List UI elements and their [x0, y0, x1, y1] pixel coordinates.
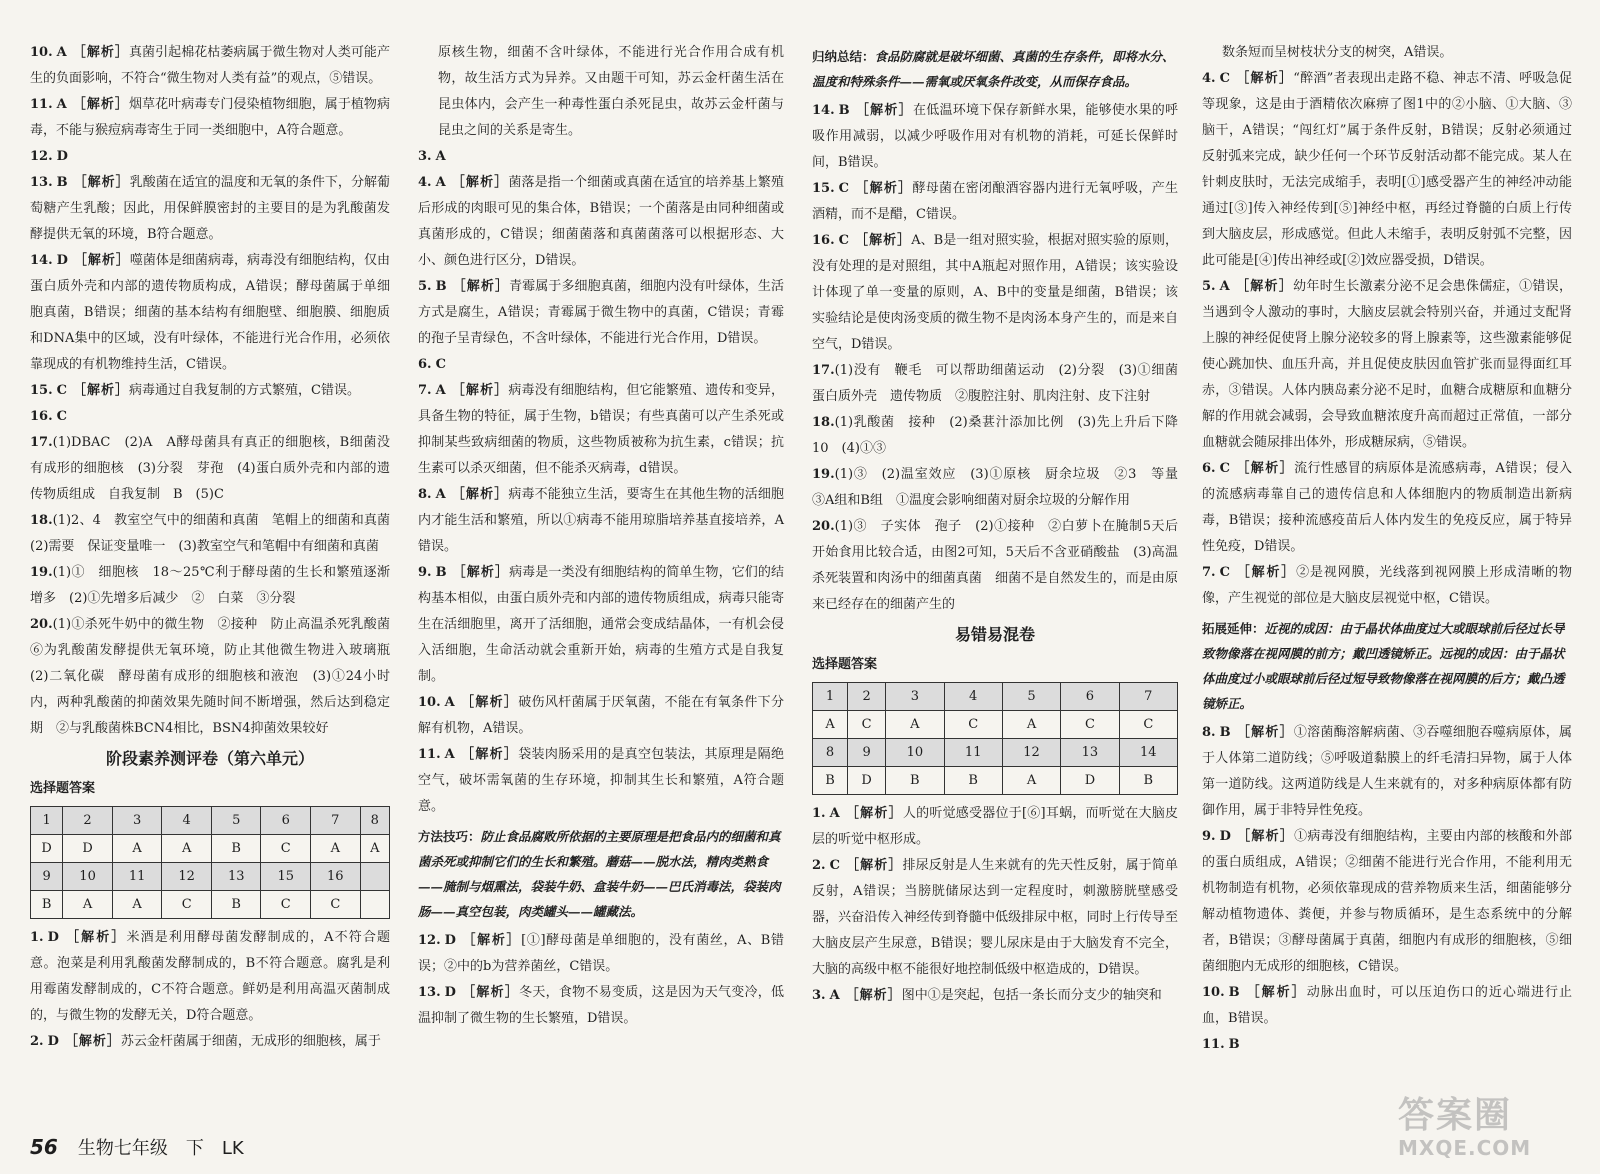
question-number: 11. [30, 97, 53, 112]
table-cell: 7 [311, 807, 361, 835]
question-number: 8. [1202, 725, 1216, 740]
answer-letter: D [444, 985, 456, 1000]
answer-text: (1)① 细胞核 18～25℃利于酵母菌的生长和繁殖逐渐增多 (2)①先增多后减少 ② 白菜 ③分裂 [30, 565, 390, 606]
table-row [31, 863, 390, 891]
answer-list [418, 928, 784, 1032]
table-cell: 9 [848, 739, 886, 767]
analysis-tag: ［解析］ [461, 933, 522, 948]
analysis-tag: ［解析］ [1235, 565, 1297, 580]
answer-item [418, 482, 784, 560]
answer-letter: C [829, 858, 840, 873]
answer-letter: B [1219, 725, 1231, 740]
question-number: 8. [418, 487, 432, 502]
section-title: 易错易混卷 [954, 625, 1035, 644]
question-number: 11. [418, 747, 441, 762]
table-cell: 1 [813, 683, 848, 711]
table-cell: A [63, 891, 113, 919]
question-number: 11. [1202, 1037, 1225, 1052]
answer-letter: C [838, 181, 849, 196]
answer-text: “醉酒”者表现出走路不稳、神志不清、呼吸急促等现象，这是由于酒精依次麻痹了图1中的②小脑、①大脑、③脑干，A错误；“闯红灯”属于条件反射，B错误；反射必须通过反射弧来完成，缺少任何一个环节反射活动都不能完成。某人在针刺皮肤时，无法完成缩手，表明[①]感受器产生的神经冲动能通过[③]传入神经传到[⑤]神经中枢，再经过脊髓的白质上行传到大脑皮层，形成感觉。但此人未缩手，表明反射弧不完整，因此可能是[④]传出神经或[②]效应器受损，D错误。 [1202, 71, 1572, 268]
table-cell: 14 [1119, 739, 1177, 767]
answer-text: 在低温环境下保存新鲜水果，能够使水果的呼吸作用减弱，以减少呼吸作用对有机物的消耗，可延长保鲜时间，B错误。 [812, 103, 1178, 170]
column-1 [30, 40, 404, 1055]
answer-text: 病毒是一类没有细胞结构的简单生物，它们的结构基本相似，由蛋白质外壳和内部的遗传物质组成，病毒只能寄生在活细胞里，离开了活细胞，通常会变成结晶体，一有机会侵入活细胞，生命活动就会重新开始，病毒的生殖方式是自我复制。 [418, 565, 784, 684]
answer-text: 菌落是指一个细菌或真菌在适宜的培养基上繁殖后形成的肉眼可见的集合体，B错误；一个菌落是由同种细菌或真菌形成的，C错误；细菌菌落和真菌菌落可以根据形态、大小、颜色进行区分，D错误。 [418, 175, 784, 268]
question-number: 12. [30, 149, 53, 164]
answer-list [812, 801, 1178, 1009]
note-body: 近视的成因：由于晶状体曲度过大或眼球前后径过长导致物像落在视网膜的前方；戴凹透镜矫正。远视的成因：由于晶状体曲度过小或眼球前后径过短导致物像落在视网膜的后方；戴凸透镜矫正。 [1202, 621, 1565, 711]
table-cell: B [1119, 767, 1177, 795]
answer-text: (1)2、4 教室空气中的细菌和真菌 笔帽上的细菌和真菌 (2)需要 保证变量唯一 (3)教室空气和笔帽中有细菌和真菌 [30, 513, 404, 554]
table-cell: C [944, 711, 1002, 739]
answer-list [30, 40, 404, 742]
answer-item [30, 508, 404, 560]
answer-text: 烟草花叶病毒专门侵染植物细胞，属于植物病毒，不能与猴痘病毒寄生于同一类细胞中，A符合题意。 [30, 97, 390, 138]
answer-letter: C [838, 233, 849, 248]
answer-letter: A [435, 149, 446, 164]
answer-text: 青霉属于多细胞真菌，细胞内没有叶绿体，生活方式是腐生，A错误；青霉属于微生物中的真菌，C错误；青霉的孢子呈青绿色，不含叶绿体，不能进行光合作用，D错误。 [418, 279, 784, 346]
answer-text: 乳酸菌在适宜的温度和无氧的条件下，分解葡萄糖产生乳酸；因此，用保鲜膜密封的主要目的是为乳酸菌发酵提供无氧的环境，B符合题意。 [30, 175, 390, 242]
table-cell: A [360, 835, 389, 863]
analysis-tag: ［解析］ [460, 747, 519, 762]
answer-letter: C [1219, 461, 1230, 476]
answer-item [30, 430, 390, 508]
question-number: 17. [812, 363, 835, 378]
answer-item [812, 176, 1178, 228]
answer-item [30, 925, 390, 1029]
answer-letter: C [1219, 565, 1230, 580]
analysis-tag: ［解析］ [451, 487, 509, 502]
question-number: 2. [30, 1034, 44, 1049]
answer-item [418, 690, 784, 742]
question-number: 15. [30, 383, 53, 398]
answer-item [812, 462, 1192, 514]
answer-text: 图中①是突起，包括一条长而分支少的轴突和 [901, 988, 1162, 1003]
answer-item [30, 170, 390, 248]
answer-item [418, 40, 784, 144]
answer-letter: B [1228, 1037, 1240, 1052]
answer-text: 破伤风杆菌属于厌氧菌，不能在有氧条件下分解有机物，A错误。 [418, 695, 784, 736]
table-cell: 11 [944, 739, 1002, 767]
answer-item [1202, 1032, 1572, 1058]
answer-item [1202, 274, 1572, 456]
table-cell: 3 [886, 683, 944, 711]
answer-list [1202, 40, 1572, 612]
answer-item [812, 98, 1178, 176]
answer-item [812, 228, 1178, 358]
answer-list [418, 40, 784, 820]
answer-letter: D [444, 933, 456, 948]
answer-item [30, 40, 390, 92]
table-cell: B [813, 767, 848, 795]
table-cell: 6 [261, 807, 311, 835]
analysis-tag: ［解析］ [845, 858, 903, 873]
table-cell: C [261, 835, 311, 863]
answer-text: 噬菌体是细菌病毒，病毒没有细胞结构，仅由蛋白质外壳和内部的遗传物质构成，A错误；酵母菌属于单细胞真菌，B错误；细菌的基本结构有细胞壁、细胞膜、细胞质和DNA集中的区域，没有叶绿体，不能进行光合作用，必须依靠现成的有机物维持生活，C错误。 [30, 253, 390, 372]
answer-item [418, 560, 784, 690]
answer-item [812, 514, 1178, 618]
question-number: 9. [1202, 829, 1216, 844]
table-cell: 9 [31, 863, 63, 891]
answer-letter: A [435, 383, 446, 398]
answer-item [1202, 980, 1572, 1032]
question-number: 20. [812, 519, 835, 534]
choice-answers-label: 选择题答案 [812, 657, 878, 672]
analysis-tag: ［解析］ [845, 806, 903, 821]
answer-text: 真菌引起棉花枯萎病属于微生物对人类可能产生的负面影响，不符合“微生物对人类有益”的观点，⑤错误。 [30, 45, 390, 86]
table-cell: C [261, 891, 311, 919]
watermark-logo [1398, 1096, 1578, 1166]
answer-letter: C [56, 383, 67, 398]
answer-item [812, 358, 1192, 410]
analysis-tag: ［解析］ [1236, 829, 1295, 844]
answer-letter: A [435, 175, 446, 190]
analysis-tag: ［解析］ [461, 985, 520, 1000]
answer-item [1202, 560, 1572, 612]
analysis-tag: ［解析］ [64, 930, 127, 945]
question-number: 6. [1202, 461, 1216, 476]
table-cell: 7 [1119, 683, 1177, 711]
answer-letter: D [56, 253, 68, 268]
answer-letter: A [829, 806, 840, 821]
answer-letter: A [435, 487, 446, 502]
answer-letter: B [56, 175, 68, 190]
table-cell: C [311, 891, 361, 919]
answer-text: (1)乳酸菌 接种 (2)桑葚汁添加比例 (3)先上升后下降 10 (4)①③ [812, 415, 1192, 456]
table-cell: 8 [360, 807, 389, 835]
question-number: 3. [418, 149, 432, 164]
tip-note [418, 824, 784, 924]
analysis-tag: ［解析］ [72, 383, 129, 398]
answer-letter: D [56, 149, 68, 164]
page-number: 56 [30, 1135, 58, 1159]
analysis-tag: ［解析］ [1245, 985, 1307, 1000]
answer-letter: A [56, 45, 67, 60]
answer-text: 幼年时生长激素分泌不足会患侏儒症，①错误，当遇到令人激动的事时，大脑皮层就会特别兴奋，并通过支配肾上腺的神经促使肾上腺分泌较多的肾上腺素等，这些激素能够促使心跳加快、血压升高，并且促使皮肤因血管扩张而显得面红耳赤，③错误。人体内胰岛素分泌不足时，血糖合成糖原和血糖分解的作用就会减弱，会导致血糖浓度升高而超过正常值，一部分血糖就会随尿排出体外，形成糖尿病，⑤错误。 [1202, 279, 1572, 450]
section-title: 阶段素养测评卷（第六单元） [105, 749, 314, 768]
table-cell: A [162, 835, 212, 863]
answer-letter: B [435, 565, 447, 580]
table-cell: 10 [63, 863, 113, 891]
analysis-tag: ［解析］ [460, 695, 519, 710]
answer-item [418, 170, 784, 274]
answer-item [418, 144, 784, 170]
answer-list [812, 98, 1192, 618]
note-heading: 拓展延伸： [1202, 621, 1265, 636]
answer-text: (1)③ 子实体 孢子 (2)①接种 ②白萝卜在腌制5天后开始食用比较合适，由图2可知，5天后不含亚硝酸盐 (3)高温杀死装置和肉汤中的细菌真菌 细菌不是自然发生的，而是由原来已经存在的细菌产生的 [812, 519, 1178, 612]
table-cell: 6 [1061, 683, 1119, 711]
answer-text: 病毒不能独立生活，要寄生在其他生物的活细胞内才能生活和繁殖，所以①病毒不能用琼脂培养基直接培养，A错误。 [418, 487, 784, 554]
table-cell: 11 [112, 863, 162, 891]
column-4 [1202, 40, 1572, 1058]
table-row [813, 739, 1178, 767]
question-number: 5. [418, 279, 432, 294]
question-number: 4. [418, 175, 432, 190]
analysis-tag: ［解析］ [854, 181, 913, 196]
analysis-tag: ［解析］ [73, 175, 130, 190]
table-cell: 5 [211, 807, 261, 835]
choice-answers-label: 选择题答案 [30, 781, 96, 796]
question-number: 6. [418, 357, 432, 372]
answer-item [812, 801, 1178, 853]
question-number: 15. [812, 181, 835, 196]
table-cell: B [211, 835, 261, 863]
answer-letter: A [56, 97, 67, 112]
page-footer [30, 1134, 244, 1162]
question-number: 10. [30, 45, 53, 60]
analysis-tag: ［解析］ [855, 103, 913, 118]
answer-item [812, 410, 1192, 462]
answer-letter: B [1228, 985, 1240, 1000]
watermark-text: 答案圈 [1398, 1095, 1513, 1136]
extension-note [1202, 616, 1572, 716]
answer-item [1202, 66, 1572, 274]
answer-text: 流行性感冒的病原体是流感病毒，A错误；侵入的流感病毒靠自己的遗传信息和人体细胞内的物质制造出新病毒，B错误；接种流感疫苗后人体内发生的免疫反应，属于特异性免疫，D错误。 [1202, 461, 1572, 554]
question-number: 20. [30, 617, 53, 632]
answer-text: ①病毒没有细胞结构，主要由内部的核酸和外部的蛋白质组成，A错误；②细菌不能进行光合作用，不能利用无机物制造有机物，必须依靠现成的营养物质来生活，细菌能够分解动植物遗体、粪便，并参与物质循环，是生态系统中的分解者，B错误；③酵母菌属于真菌，细胞内有成形的细胞核，⑤细菌细胞内无成形的细胞核，C错误。 [1202, 829, 1572, 974]
answer-text: 原核生物，细菌不含叶绿体，不能进行光合作用合成有机物，故生活方式为异养。又由题干可知，苏云金杆菌生活在昆虫体内，会产生一种毒性蛋白杀死昆虫，故苏云金杆菌与昆虫之间的关系是寄生。 [438, 45, 784, 138]
table-cell: B [31, 891, 63, 919]
answer-item [418, 352, 784, 378]
table-row [31, 835, 390, 863]
note-heading: 归纳总结： [812, 49, 875, 64]
answer-letter: A [444, 747, 455, 762]
answer-text: ②是视网膜，光线落到视网膜上形成清晰的物像，产生视觉的部位是大脑皮层视觉中枢，C错误。 [1202, 565, 1572, 606]
answer-text: 米酒是利用酵母菌发酵制成的，A不符合题意。泡菜是利用乳酸菌发酵制成的，B不符合题意。腐乳是利用霉菌发酵制成的，C不符合题意。鲜奶是利用高温灭菌制成的，与微生物的发酵无关，D符合题意。 [30, 930, 390, 1023]
table-cell: C [848, 711, 886, 739]
table-cell: A [813, 711, 848, 739]
answer-text: 排尿反射是人生来就有的先天性反射，属于简单反射，A错误；当膀胱储尿达到一定程度时，刺激膀胱壁感受器，兴奋沿传入神经传到脊髓中低级排尿中枢，同时上行传导至大脑皮层产生尿意，B错误；婴儿尿床是由于大脑发育不完全，大脑的高级中枢不能很好地控制低级中枢造成的，D错误。 [812, 858, 1178, 977]
answer-text: ①溶菌酶溶解病菌、③吞噬细胞吞噬病原体，属于人体第二道防线；⑤呼吸道黏膜上的纤毛清扫异物，属于人体第一道防线。这两道防线是人生来就有的，对多种病原体都有防御作用，属于非特异性免疫。 [1202, 725, 1572, 818]
question-number: 10. [1202, 985, 1225, 1000]
table-cell: 5 [1002, 683, 1060, 711]
analysis-tag: ［解析］ [1236, 725, 1294, 740]
answer-text: 病毒通过自我复制的方式繁殖，C错误。 [129, 383, 360, 398]
subject-label: 生物七年级 下 LK [77, 1138, 244, 1159]
column-2 [418, 40, 784, 1032]
question-number: 16. [30, 409, 53, 424]
table-cell: D [31, 835, 63, 863]
question-number: 13. [30, 175, 53, 190]
question-number: 5. [1202, 279, 1216, 294]
watermark-url: MXQE.COM [1398, 1136, 1532, 1160]
summary-note [812, 44, 1178, 94]
table-row [813, 767, 1178, 795]
answer-item [1202, 720, 1572, 824]
choice-answer-table [30, 806, 390, 919]
answer-list [1202, 720, 1572, 1058]
table-cell: 2 [848, 683, 886, 711]
question-number: 2. [812, 858, 826, 873]
note-body: 食品防腐就是破坏细菌、真菌的生存条件，即将水分、温度和特殊条件——需氧或厌氧条件改变，从而保存食品。 [812, 49, 1175, 89]
table-cell: 16 [311, 863, 361, 891]
question-number: 12. [418, 933, 441, 948]
table-cell: A [311, 835, 361, 863]
answer-letter: C [56, 409, 67, 424]
table-cell [360, 863, 389, 891]
table-cell: C [162, 891, 212, 919]
choice-answer-table [812, 682, 1178, 795]
answer-item [30, 378, 390, 404]
table-row [813, 711, 1178, 739]
table-cell: D [63, 835, 113, 863]
answer-text: 苏云金杆菌属于细菌，无成形的细胞核，属于 [120, 1034, 381, 1049]
answer-letter: A [829, 988, 840, 1003]
answer-item [418, 928, 784, 980]
table-cell: 13 [211, 863, 261, 891]
answer-item [1202, 456, 1572, 560]
answer-text: [①]酵母菌是单细胞的，没有菌丝，A、B错误；②中的b为营养菌丝，C错误。 [418, 933, 784, 974]
answer-text: (1)①杀死牛奶中的微生物 ②接种 防止高温杀死乳酸菌 ⑥为乳酸菌发酵提供无氧环境，防止其他微生物进入玻璃瓶 (2)二氧化碳 酵母菌有成形的细胞核和液泡 (3)①24小时内，两种乳酸菌的抑菌效果先随时间不断增强，然后达到稳定期 ②与乳酸菌株BCN4相比，BSN4抑菌效果较好 [30, 617, 404, 736]
table-cell: D [848, 767, 886, 795]
question-number: 19. [30, 565, 53, 580]
table-row [813, 683, 1178, 711]
analysis-tag: ［解析］ [73, 253, 130, 268]
analysis-tag: ［解析］ [72, 45, 129, 60]
answer-item [30, 92, 390, 144]
table-cell: A [112, 835, 162, 863]
answer-letter: D [1219, 829, 1231, 844]
table-cell [360, 891, 389, 919]
note-heading: 方法技巧： [418, 829, 481, 844]
answer-letter: C [435, 357, 446, 372]
answer-item [30, 560, 390, 612]
question-number: 18. [30, 513, 53, 528]
analysis-tag: ［解析］ [64, 1034, 121, 1049]
answer-item [1202, 824, 1572, 980]
table-row [31, 807, 390, 835]
analysis-tag: ［解析］ [451, 383, 509, 398]
table-cell: 12 [162, 863, 212, 891]
answer-text: A、B是一组对照实验，根据对照实验的原则，没有处理的是对照组，其中A瓶起对照作用，A错误；该实验设计体现了单一变量的原则，A、B中的变量是细菌，B错误；该实验结论是使肉汤变质的微生物不是肉汤本身产生的，而是来自空气，D错误。 [812, 233, 1178, 352]
answer-item [418, 742, 784, 820]
question-number: 18. [812, 415, 835, 430]
table-cell: 8 [813, 739, 848, 767]
table-cell: C [1119, 711, 1177, 739]
answer-text: 冬天，食物不易变质，这是因为天气变冷，低温抑制了微生物的生长繁殖，D错误。 [418, 985, 784, 1026]
table-cell: B [944, 767, 1002, 795]
answer-letter: A [444, 695, 455, 710]
question-number: 16. [812, 233, 835, 248]
analysis-tag: ［解析］ [845, 988, 902, 1003]
table-cell: A [112, 891, 162, 919]
question-number: 3. [812, 988, 826, 1003]
answer-text: 动脉出血时，可以压迫伤口的近心端进行止血，B错误。 [1202, 985, 1572, 1026]
answer-item [30, 1029, 390, 1055]
question-number: 1. [812, 806, 826, 821]
analysis-tag: ［解析］ [452, 279, 510, 294]
question-number: 7. [418, 383, 432, 398]
analysis-tag: ［解析］ [72, 97, 129, 112]
answer-item [30, 248, 390, 378]
question-number: 4. [1202, 71, 1216, 86]
answer-item [812, 853, 1178, 983]
table-cell: 3 [112, 807, 162, 835]
table-cell: A [886, 711, 944, 739]
table-cell: 12 [1002, 739, 1060, 767]
answer-item [30, 144, 390, 170]
table-cell: 13 [1061, 739, 1119, 767]
answer-item [1202, 40, 1572, 66]
answer-text: 数条短而呈树枝状分支的树突，A错误。 [1222, 45, 1453, 60]
question-number: 14. [812, 103, 835, 118]
question-number: 9. [418, 565, 432, 580]
answer-item [30, 404, 390, 430]
answer-letter: C [1219, 71, 1230, 86]
analysis-tag: ［解析］ [854, 233, 912, 248]
answer-text: 人的听觉感受器位于[⑥]耳蜗，而听觉在大脑皮层的听觉中枢形成。 [812, 806, 1178, 847]
answer-text: 病毒没有细胞结构，但它能繁殖、遗传和变异，具备生物的特征，属于生物，b错误；有些真菌可以产生杀死或抑制某些致病细菌的物质，这些物质被称为抗生素，c错误；抗生素可以杀灭细菌，但不能杀灭病毒，d错误。 [418, 383, 784, 476]
table-cell: C [1061, 711, 1119, 739]
analysis-tag: ［解析］ [1235, 279, 1294, 294]
analysis-tag: ［解析］ [451, 175, 509, 190]
table-cell: A [1002, 767, 1060, 795]
answer-item [418, 378, 784, 482]
answer-letter: B [838, 103, 850, 118]
answer-letter: A [1219, 279, 1230, 294]
answer-text: (1)没有 鞭毛 可以帮助细菌运动 (2)分裂 (3)①细菌 蛋白质外壳 遗传物质 ②腹腔注射、肌肉注射、皮下注射 [812, 363, 1192, 404]
question-number: 19. [812, 467, 835, 482]
table-cell: B [886, 767, 944, 795]
table-cell: B [211, 891, 261, 919]
analysis-tag: ［解析］ [1235, 71, 1294, 86]
table-cell: 4 [162, 807, 212, 835]
answer-text: (1)DBAC (2)A A酵母菌具有真正的细胞核，B细菌没有成形的细胞核 (3)分裂 芽孢 (4)蛋白质外壳和内部的遗传物质组成 自我复制 B (5)C [30, 435, 390, 502]
question-number: 7. [1202, 565, 1216, 580]
question-number: 13. [418, 985, 441, 1000]
answer-text: 酵母菌在密闭酿酒容器内进行无氧呼吸，产生酒精，而不是醋，C错误。 [812, 181, 1178, 222]
table-cell: 1 [31, 807, 63, 835]
answer-letter: B [435, 279, 447, 294]
answer-item [418, 274, 784, 352]
answer-letter: D [47, 1034, 59, 1049]
answer-text: (1)③ (2)温室效应 (3)①原核 厨余垃圾 ②3 等量 ③A组和B组 ①温度会影响细菌对厨余垃圾的分解作用 [812, 467, 1192, 508]
table-row [31, 891, 390, 919]
table-cell: A [1002, 711, 1060, 739]
table-cell: 2 [63, 807, 113, 835]
answer-letter: D [47, 930, 59, 945]
question-number: 1. [30, 930, 44, 945]
note-body: 防止食品腐败所依据的主要原理是把食品内的细菌和真菌杀死或抑制它们的生长和繁殖。蘑菇——脱水法，精肉类熟食——腌制与烟熏法，袋装牛奶、盒装牛奶——巴氏消毒法，袋装肉肠——真空包装，肉类罐头——罐藏法。 [418, 829, 781, 919]
answer-list [30, 925, 390, 1055]
column-3 [812, 40, 1192, 1009]
table-cell: D [1061, 767, 1119, 795]
table-cell: 15 [261, 863, 311, 891]
answer-item [30, 612, 404, 742]
analysis-tag: ［解析］ [452, 565, 510, 580]
answer-item [812, 983, 1178, 1009]
answer-item [418, 980, 784, 1032]
table-cell: 4 [944, 683, 1002, 711]
question-number: 10. [418, 695, 441, 710]
table-cell: 10 [886, 739, 944, 767]
question-number: 14. [30, 253, 53, 268]
answer-text: 袋装肉肠采用的是真空包装法，其原理是隔绝空气，破坏需氧菌的生存环境，抑制其生长和繁殖，A符合题意。 [418, 747, 784, 814]
question-number: 17. [30, 435, 53, 450]
analysis-tag: ［解析］ [1235, 461, 1295, 476]
